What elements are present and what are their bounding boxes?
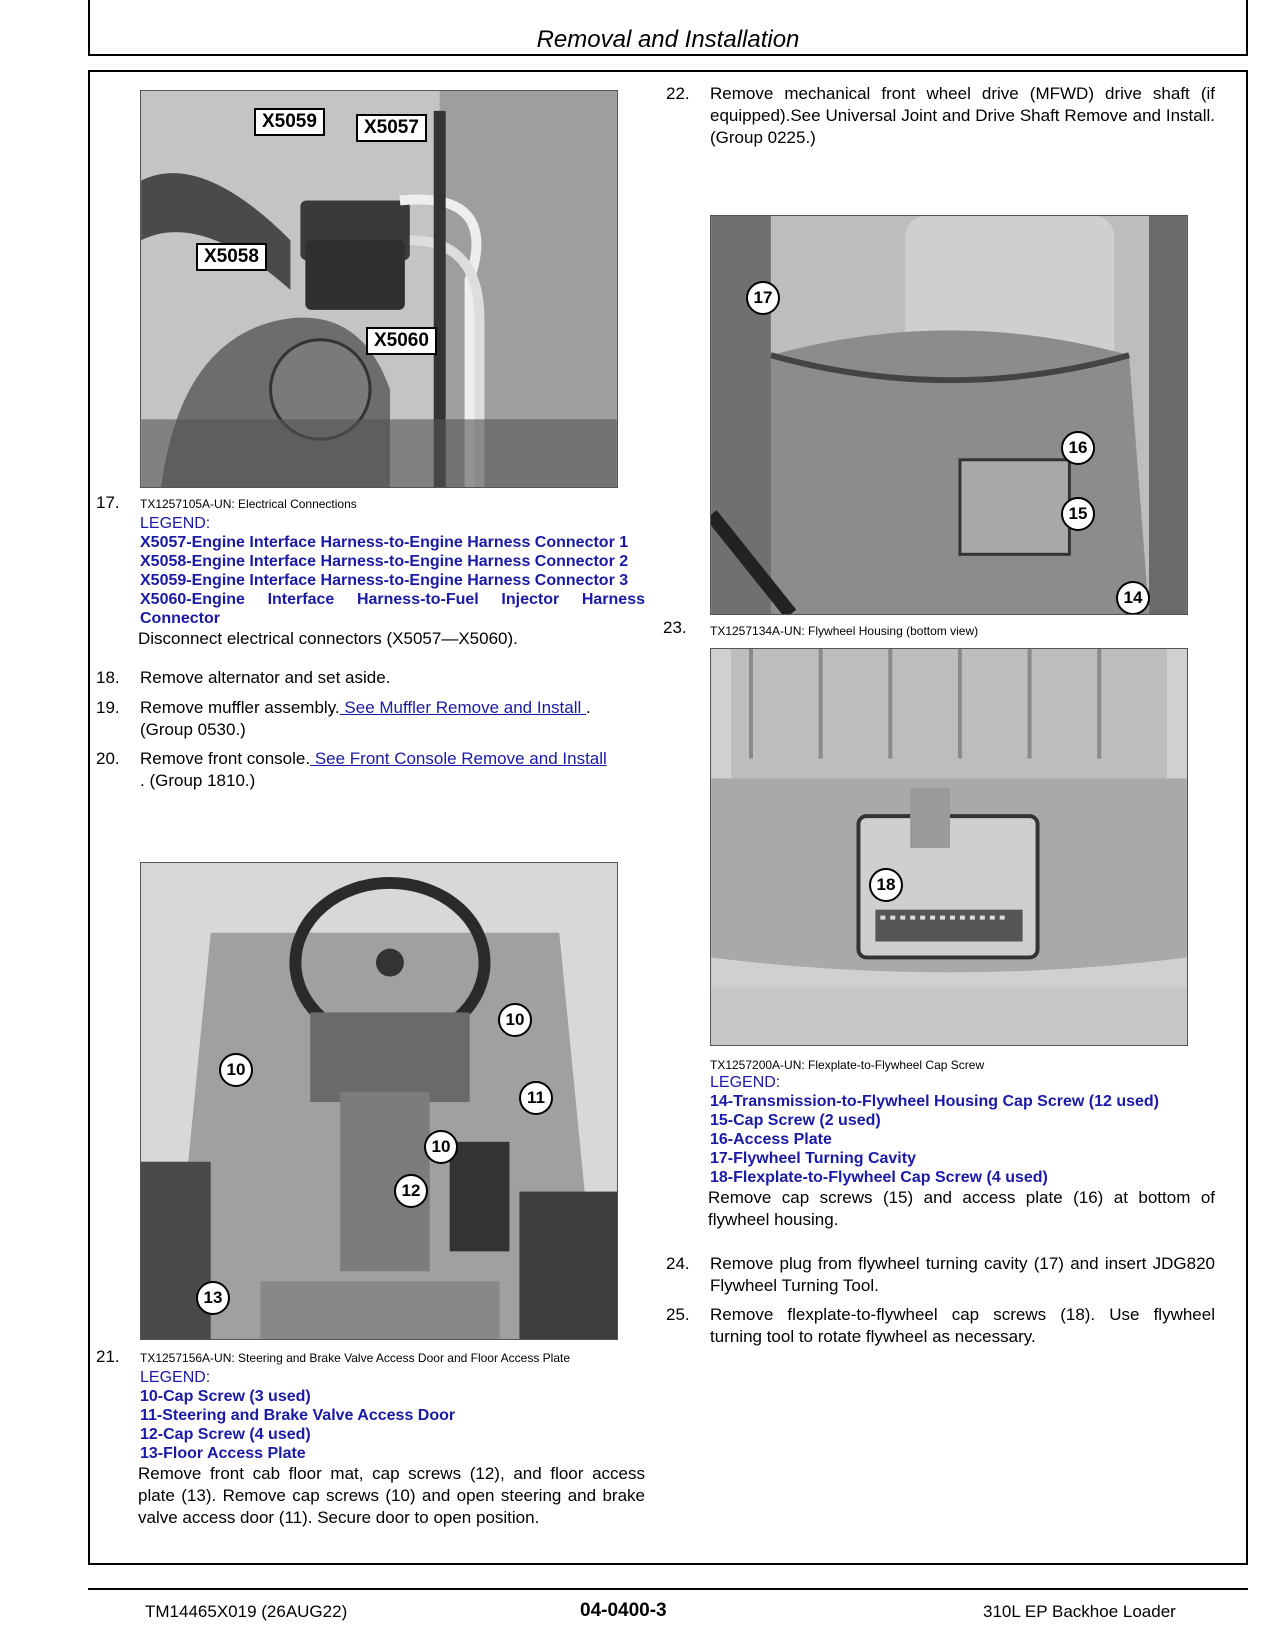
step-25-text: Remove flexplate-to-flywheel cap screws (18). Use flywheel turning tool to rotate flywheel as necessary. [710, 1305, 1215, 1346]
footer-rule [88, 1588, 1248, 1590]
legend-title: LEGEND: [140, 515, 211, 532]
step-19-number: 19. [96, 698, 120, 717]
step-20-body: Remove front console. [140, 749, 311, 768]
callout-10: 10 [219, 1053, 253, 1087]
legend-title: LEGEND: [710, 1074, 781, 1091]
legend-title: LEGEND: [140, 1369, 211, 1386]
step-22-text: Remove mechanical front wheel drive (MFWD) drive shaft (if equipped).See Universal Joint and Drive Shaft Remove and Install. (Group 0225.) [710, 84, 1215, 147]
fig4-legend [710, 1073, 1215, 1187]
flexplate-illustration [711, 649, 1187, 1045]
callout-12: 12 [394, 1174, 428, 1208]
step-21-number: 21. [96, 1347, 120, 1366]
callout-x5058: X5058 [196, 243, 267, 271]
step-23-number: 23. [663, 618, 687, 637]
figure-cab-floor [140, 862, 618, 1340]
legend-item: X5058-Engine Interface Harness-to-Engine Harness Connector 2 [140, 553, 629, 570]
callout-x5057: X5057 [356, 114, 427, 142]
legend-item: X5060-Engine Interface Harness-to-Fuel Injector Harness Connector [140, 591, 645, 627]
legend-item: 14-Transmission-to-Flywheel Housing Cap Screw (12 used) [710, 1093, 1159, 1110]
legend-item: 17-Flywheel Turning Cavity [710, 1150, 916, 1167]
step-19-text: Remove muffler assembly. See Muffler Remove and Install . (Group 0530.) [140, 698, 591, 739]
step-20-group: . (Group 1810.) [140, 771, 256, 790]
callout-17: 17 [746, 281, 780, 315]
callout-15: 15 [1061, 497, 1095, 531]
fig1-caption: TX1257105A-UN: Electrical Connections [140, 497, 357, 511]
callout-x5060: X5060 [366, 327, 437, 355]
fig3-legend [140, 1368, 645, 1463]
step-17-text: Disconnect electrical connectors (X5057—X5060). [138, 629, 518, 648]
step-24-text: Remove plug from flywheel turning cavity (17) and insert JDG820 Flywheel Turning Tool. [710, 1254, 1215, 1295]
figure-electrical-connections [140, 90, 618, 488]
step-19-group: (Group 0530.) [140, 720, 246, 739]
figure-flexplate [710, 648, 1188, 1046]
callout-x5059: X5059 [254, 108, 325, 136]
legend-item: 15-Cap Screw (2 used) [710, 1112, 881, 1129]
step-20-number: 20. [96, 749, 120, 768]
callout-11: 11 [519, 1081, 553, 1115]
page-title: Removal and Installation [536, 26, 800, 53]
legend-item: X5057-Engine Interface Harness-to-Engine Harness Connector 1 [140, 534, 629, 551]
step-19-body: Remove muffler assembly. [140, 698, 340, 717]
legend-item: 13-Floor Access Plate [140, 1445, 306, 1462]
callout-18: 18 [869, 868, 903, 902]
footer-page-number: 04-0400-3 [580, 1600, 667, 1621]
fig3-caption: TX1257156A-UN: Steering and Brake Valve Access Door and Floor Access Plate [140, 1351, 571, 1365]
step-24-number: 24. [666, 1254, 690, 1273]
legend-item: 10-Cap Screw (3 used) [140, 1388, 311, 1405]
step-20-text [140, 748, 645, 792]
step-18-text: Remove alternator and set aside. [140, 668, 391, 687]
muffler-link[interactable]: See Muffler Remove and Install [339, 698, 586, 717]
fig2-caption: TX1257134A-UN: Flywheel Housing (bottom view) [710, 624, 979, 638]
legend-item: 12-Cap Screw (4 used) [140, 1426, 311, 1443]
front-console-link[interactable]: See Front Console Remove and Install [310, 749, 607, 768]
callout-10: 10 [424, 1130, 458, 1164]
legend-item: 16-Access Plate [710, 1131, 832, 1148]
fig4-caption: TX1257200A-UN: Flexplate-to-Flywheel Cap Screw [710, 1058, 985, 1072]
legend-item: 18-Flexplate-to-Flywheel Cap Screw (4 used) [710, 1169, 1048, 1186]
fig1-legend [140, 514, 645, 628]
legend-item: X5059-Engine Interface Harness-to-Engine Harness Connector 3 [140, 572, 629, 589]
step-21-text: Remove front cab floor mat, cap screws (12), and floor access plate (13). Remove cap screws (10) and open steering and brake valve access door (11). Secure door to open position. [138, 1464, 645, 1527]
step-18-number: 18. [96, 668, 120, 687]
callout-10: 10 [498, 1003, 532, 1037]
callout-16: 16 [1061, 431, 1095, 465]
flywheel-housing-illustration [711, 216, 1187, 614]
footer-model: 310L EP Backhoe Loader [983, 1602, 1176, 1621]
engine-connectors-illustration [141, 91, 617, 487]
footer-doc-id: TM14465X019 (26AUG22) [145, 1602, 348, 1621]
figure-flywheel-housing [710, 215, 1188, 615]
step-22-number: 22. [666, 84, 690, 103]
callout-14: 14 [1116, 581, 1150, 615]
step-17-number: 17. [96, 493, 120, 512]
step-25-number: 25. [666, 1305, 690, 1324]
legend-item: 11-Steering and Brake Valve Access Door [140, 1407, 456, 1424]
callout-13: 13 [196, 1281, 230, 1315]
step-23-text: Remove cap screws (15) and access plate (16) at bottom of flywheel housing. [708, 1188, 1215, 1229]
